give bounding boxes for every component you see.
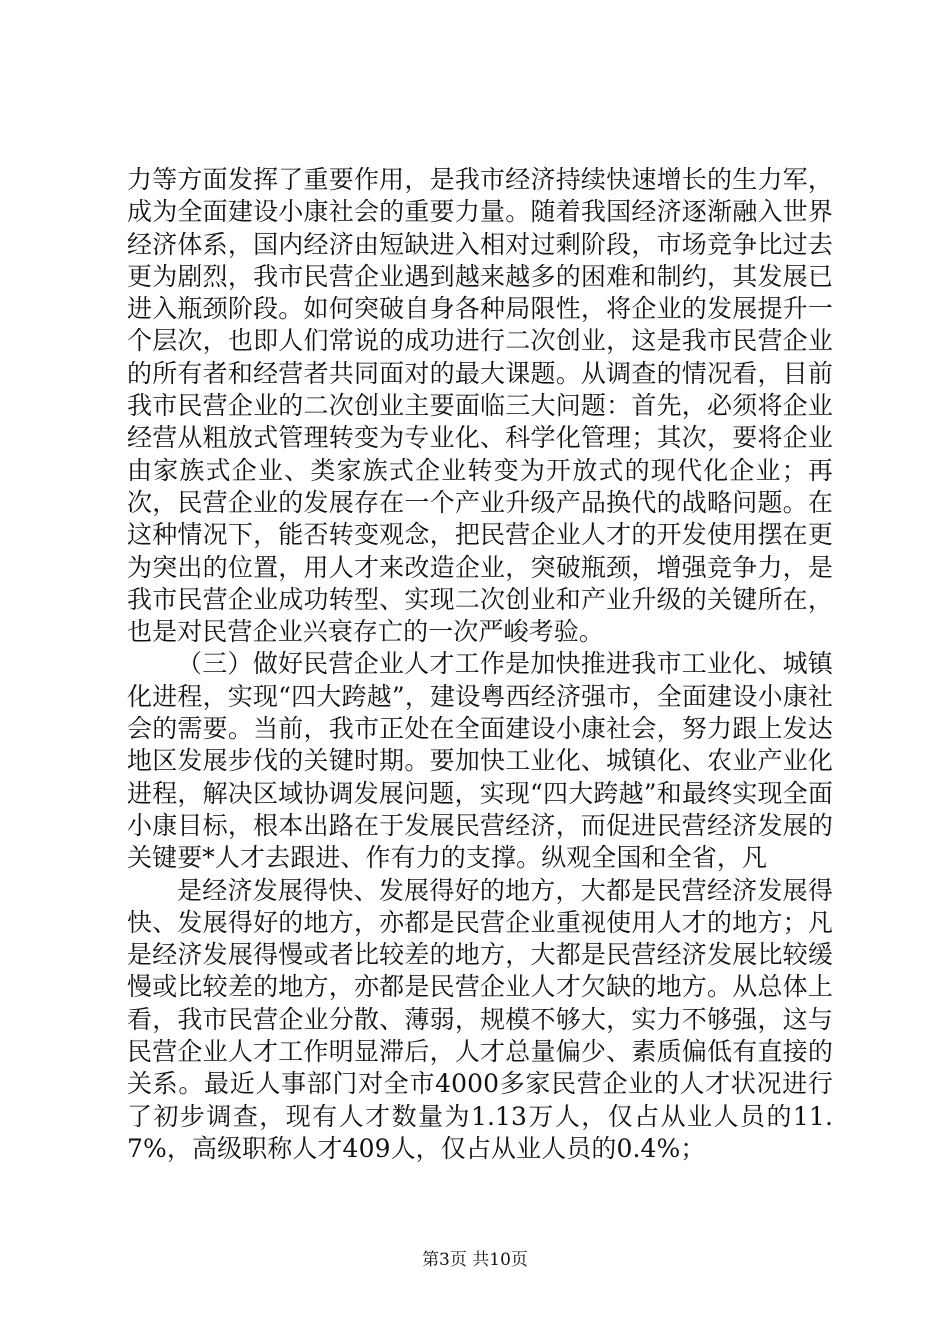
paragraph-section-three: （三）做好民营企业人才工作是加快推进我市工业化、城镇化进程，实现“四大跨越”，建设粤西经济强市，全面建设小康社会的需要。当前，我市正处在全面建设小康社会，努力跟上发达地区发展步伐的关键时期。要加快工业化、城镇化、农业产业化进程，解决区域协调发展问题，实现“四大跨越”和最终实现全面小康目标，根本出路在于发展民营经济，而促进民营经济发展的关键要*人才去跟进、作有力的支撑。纵观全国和全省，凡 bbox=[127, 649, 833, 873]
page-number: 第3页 共10页 bbox=[422, 1250, 528, 1270]
page-footer bbox=[0, 1245, 950, 1270]
document-body bbox=[127, 164, 833, 1165]
paragraph-talent-status: 是经济发展得快、发展得好的地方，大都是民营经济发展得快、发展得好的地方，亦都是民营企业重视使用人才的地方；凡是经济发展得慢或者比较差的地方，大都是民营经济发展比较缓慢或比较差的地方，亦都是民营企业人才欠缺的地方。从总体上看，我市民营企业分散、薄弱，规模不够大，实力不够强，这与民营企业人才工作明显滞后，人才总量偏少、素质偏低有直接的关系。最近人事部门对全市4000多家民营企业的人才状况进行了初步调查，现有人才数量为1.13万人，仅占从业人员的11.7%，高级职称人才409人，仅占从业人员的0.4%； bbox=[127, 875, 833, 1163]
paragraph-continued: 力等方面发挥了重要作用，是我市经济持续快速增长的生力军，成为全面建设小康社会的重要力量。随着我国经济逐渐融入世界经济体系，国内经济由短缺进入相对过剩阶段，市场竞争比过去更为剧烈，我市民营企业遇到越来越多的困难和制约，其发展已进入瓶颈阶段。如何突破自身各种局限性，将企业的发展提升一个层次，也即人们常说的成功进行二次创业，这是我市民营企业的所有者和经营者共同面对的最大课题。从调查的情况看，目前我市民营企业的二次创业主要面临三大问题：首先，必须将企业经营从粗放式管理转变为专业化、科学化管理；其次，要将企业由家族式企业、类家族式企业转变为开放式的现代化企业；再次，民营企业的发展存在一个产业升级产品换代的战略问题。在这种情况下，能否转变观念，把民营企业人才的开发使用摆在更为突出的位置，用人才来改造企业，突破瓶颈，增强竞争力，是我市民营企业成功转型、实现二次创业和产业升级的关键所在，也是对民营企业兴衰存亡的一次严峻考验。 bbox=[127, 165, 833, 647]
